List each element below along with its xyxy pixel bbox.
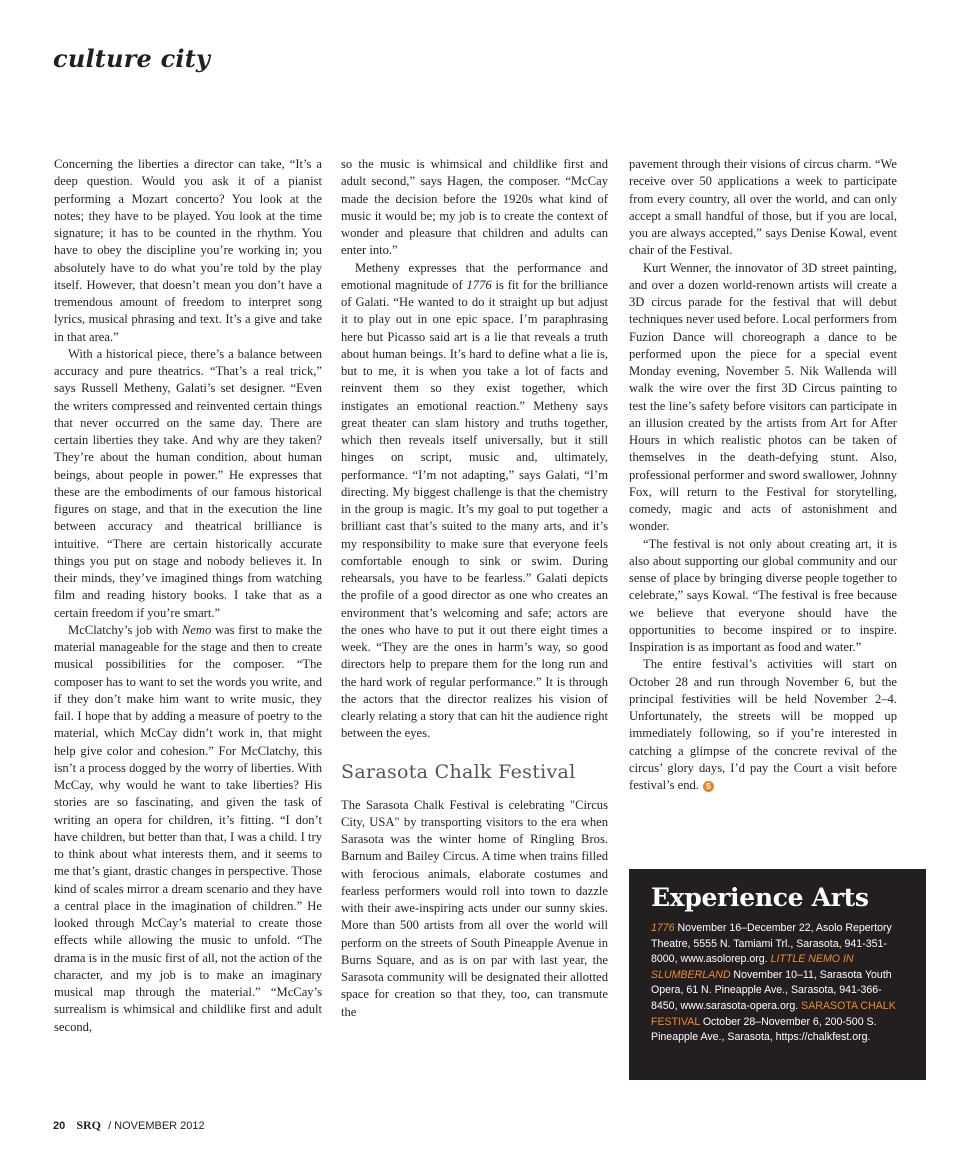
paragraph: Kurt Wenner, the innovator of 3D street painting, and over a dozen world-renown artists will create a 3D circus parade for the festival that will debut techniques never used before. Local performers from Fuzion Dance will choreograph a dance to be performed upon the piece for a special event Monday evening, November 5. Nik Wallenda will walk the wire over the first 3D Circus painting to test the line’s safety before visitors can participate in an illusion created by the artists from Art for After Hours in which realistic photos can be taken of themselves in the death-defying stunt. Also, professional performer and sword swallower, Johnny Fox, will return to the Festival for storytelling, comedy, magic and acts of astonishment and wonder. [629, 260, 897, 534]
page-footer [53, 1118, 205, 1133]
text-run: Metheny expresses that the performance and emotional magnitude of [341, 260, 608, 292]
section-title: culture city [53, 44, 211, 73]
event-listings [651, 921, 908, 1046]
paragraph: The Sarasota Chalk Festival is celebrating "Circus City, USA" by transporting visitors to the era when Sarasota was the winter home of Ringling Bros. Barnum and Bailey Circus. A time when trains filled with ferocious animals, elaborate costumes and fearless performers would roll into town to dazzle with their awe-inspiring acts under our sunny skies. More than 500 artists from all over the world will perform on the streets of South Pineapple Avenue in Burns Square, and as is on par with last year, the Sarasota community will be designated their allotted space for creation so that they, too, can transmute the [341, 797, 608, 1019]
text-run: McClatchy’s job with [68, 622, 182, 637]
paragraph [54, 622, 322, 1036]
text-run: The entire festival’s activities will start on October 28 and run through November 6, but the principal festivities will be held November 2–4. Unfortunately, the streets will be mopped up immediately following, so if you’re interested in catching a glimpse of the concrete revival of the circus’ glory days, I’d pay the Court a visit before festival’s end. [629, 657, 897, 792]
paragraph [629, 656, 897, 794]
event-name: SARASOTA CHALK FESTIVAL [651, 999, 896, 1028]
event-details: October 28–November 6, 200-500 S. Pineapple Ave., Sarasota, https://chalkfest.org. [651, 1015, 877, 1044]
italic-title: Nemo [181, 622, 212, 637]
paragraph: pavement through their visions of circus charm. “We receive over 50 applications a week to participate from every country, all over the world, and can only accept a small handful of those, but if you are local, you are always accepted,” says Denise Kowal, event chair of the Festival. [629, 157, 897, 258]
paragraph: With a historical piece, there’s a balance between accuracy and pure theatrics. “That’s a real trick,” says Russell Metheny, Galati’s set designer. “Even the writers compressed and reinvented certain things that never occurred on the same day. There are certain liberties they take. And why are they taken? They’re about the human condition, about human beings, about people in power.” He expresses that these are the embodiments of our famous historical figures on stage, and that in the execution the line between accuracy and theatrical brilliance is intuitive. “There are certain historically accurate things you put on stage and nobody believes it. In their minds, they’ve imagined things from watching film and reading history books. I take that as a certain freedom if you’re smart.” [54, 346, 322, 620]
magazine-name: SRQ [76, 1118, 101, 1132]
article-column-1 [54, 156, 322, 1036]
event-details: November 16–December 22, Asolo Repertory Theatre, 5555 N. Tamiami Trl., Sarasota, 941-351-8000, www.asolorep.org. [651, 922, 892, 966]
paragraph: Concerning the liberties a director can take, “It’s a deep question. Would you ask it of a pianist performing a Mozart concerto? You look at the notes; they have to be played. You look at the time signature; it has to be counted in the rhythm. You have to obey the discipline you’re working in; you absolutely have to do what you’re told by the play itself. However, that doesn’t mean you don’t have a tremendous amount of freedom to interpret song lyrics, musical phrasing and text. It’s a give and take in that area.” [54, 157, 322, 344]
experience-arts-sidebar [629, 869, 926, 1080]
page-number: 20 [53, 1120, 66, 1132]
paragraph: “The festival is not only about creating art, it is also about supporting our global community and our sense of place by bringing diverse people together to celebrate,” says Kowal. “The festival is free because we believe that everyone should have the opportunities to become inspired or to inspire. Inspiration is as important as food and water.” [629, 536, 897, 654]
event-details: November 10–11, Sarasota Youth Opera, 61 N. Pineapple Ave., Sarasota, 941-366-8450, www.sarasota-opera.org. [651, 968, 892, 1012]
article-column-2 [341, 156, 608, 1021]
issue-date: / NOVEMBER 2012 [108, 1120, 205, 1132]
event-name: 1776 [651, 922, 675, 934]
sidebar-title: Experience Arts [651, 883, 869, 912]
paragraph [341, 260, 608, 743]
text-run: is fit for the brilliance of Galati. “He wanted to do it straight up but adjust it to play out in one epic space. I’m paraphrasing here but Picasso said art is a lie that reveals a truth about human beings. It’s hard to define what a lie is, but to me, it is when you take a lot of facts and reinvent them so they exist together, which instigates an emotional reaction.” Metheny says great theater can slam history and truths together, which then reveals itself universally, but it still hinges on script, music and, ultimately, performance. “I’m not adapting,” says Galati, “I’m directing. My biggest challenge is that the chemistry in the group is magic. It’s my goal to put together a brilliant cast that’s suited to the many arts, and it’s my responsibility to make sure that everyone feels comfortable enough to sink or swim. During rehearsals, you have to be fearless.” Galati depicts the profile of a good director as one who creates an environment that’s welcoming and safe; actors are the ones who have to put it out there eight times a week. “They are the ones in harm’s way, so good directors help to prepare them for the long run and the hard work of regular performance.” It is through the actors that the director realizes his vision of clearly relating a story that can hit the audience right between the eyes. [341, 277, 608, 741]
subheading: Sarasota Chalk Festival [341, 760, 576, 783]
italic-title: 1776 [466, 277, 492, 292]
paragraph: so the music is whimsical and childlike first and adult second,” says Hagen, the composer. “McCay made the decision before the 1920s what kind of music it would be; my job is to create the context of wonder and pleasure that children and adults can enter into.” [341, 157, 608, 258]
article-column-3 [629, 156, 897, 794]
event-name: LITTLE NEMO IN SLUMBERLAND [651, 953, 854, 981]
text-run: was first to make the material manageable for the stage and then to create musical possibilities for the composer. “The composer has to want to set the words you write, and if they don’t make him want to write music, they fail. I hope that by adding a measure of poetry to the material, which McCay didn’t work in, that might help give color and cohesion.” For McClatchy, this isn’t a process dogged by the worry of liberties. With McCay, why would he want to take liberties? His stories are so fascinating, and given the task of writing an opera for children, it’s fitting. “I don’t have children, but better than that, I was a child. I try to think about what interests them, and it seems to me that’s giant, drastic changes in perspective. Those kind of scales mirror a dream scenario and they have a central place in the imagination of children.” He looked through McCay’s material to create those effects while allowing the music to unfold. “The drama is in the music first of all, not the action of the character, and my job is to make an imaginary musical map through the material.” “McCay’s surrealism is whimsical and childlike first and adult second, [54, 622, 323, 1034]
end-mark-icon: S [703, 781, 714, 792]
